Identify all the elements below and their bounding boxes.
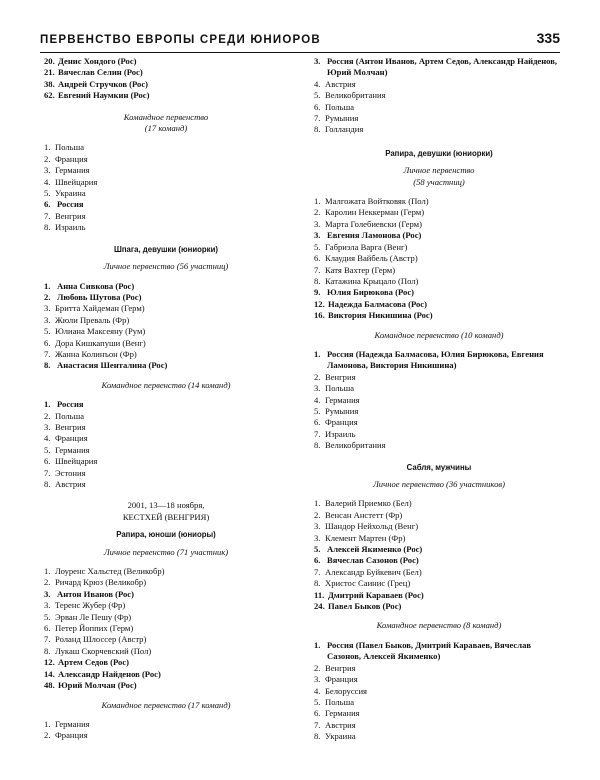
list-item [44,67,288,78]
result-entry: Франция [55,153,88,164]
result-entry: Юрий Молчан (Рос) [58,680,137,691]
place-number: 3. [314,521,321,532]
result-entry: Эстония [55,467,86,478]
result-entry: Швейцария [55,176,98,187]
result-entry: Германия [55,165,90,176]
left-top-results [44,56,288,102]
result-entry: Венсан Анстетт (Фр) [325,509,403,520]
list-item [44,600,288,611]
result-entry: Эрван Ле Пешу (Фр) [55,611,132,622]
result-entry: Германия [325,394,360,405]
place-number: 3. [314,56,321,66]
result-entry: Франция [325,674,358,685]
wfoil-team-heading: Командное первенство (10 команд) [374,329,504,340]
place-number: 5. [44,611,51,622]
list-item [314,310,564,321]
result-entry: Клаудия Вайбель (Австр) [325,253,418,264]
list-item [44,199,288,210]
list-item [44,445,288,456]
list-item [44,669,288,680]
place-number: 6. [314,708,321,719]
team1-heading: Командное первенство [123,111,209,122]
right-top-results [314,56,564,136]
result-entry: Россия [57,399,84,410]
place-number: 62. [44,90,55,101]
place-number: 24. [314,601,325,612]
result-entry: Австрия [325,719,356,730]
list-item [314,521,564,532]
place-number: 3. [314,532,321,543]
list-item [314,731,564,742]
place-number: 2. [44,577,51,588]
place-number: 8. [314,731,321,742]
list-item [314,207,564,218]
list-item [44,292,288,303]
list-item [314,196,564,207]
result-entry: Швейцария [55,456,98,467]
result-entry: Анна Сивкова (Рос) [57,280,135,291]
list-item [314,383,564,394]
list-item [44,634,288,645]
place-number: 3. [314,674,321,685]
place-number: 4. [44,176,51,187]
list-item [44,188,288,199]
result-entry: Александр Найденов (Рос) [58,668,161,679]
place-number: 8. [44,360,51,371]
list-item [314,601,564,612]
epee-team-heading: Командное первенство (14 команд) [101,379,231,390]
wfoil-personal-results [314,196,564,321]
place-number: 8. [44,645,51,656]
place-number: 2. [44,730,51,741]
list-item [314,242,564,253]
result-entry: Германия [55,444,90,455]
place-number: 6. [314,555,321,566]
list-item [314,395,564,406]
list-item [314,544,564,555]
list-item [44,56,288,67]
list-item [44,326,288,337]
result-entry: Польша [55,142,85,153]
list-item [314,276,564,287]
place-number: 14. [44,668,55,679]
list-item [44,142,288,153]
list-item [44,399,288,410]
list-item [44,719,288,730]
result-entry: Жанна Колинъон (Фр) [55,348,137,359]
list-item [314,219,564,230]
place-number: 4. [314,685,321,696]
list-item [44,646,288,657]
result-entry: Теренс Жубер (Фр) [55,600,126,611]
list-item [314,299,564,310]
place-number: 2. [314,662,321,673]
result-entry: Бритта Хайдеман (Герм) [55,303,145,314]
place-number: 8. [314,578,321,589]
result-entry: Франция [55,730,88,741]
list-item [314,510,564,521]
list-item [44,422,288,433]
result-entry: Лоуренс Хальстед (Великобр) [55,566,165,577]
place-number: 1. [314,196,321,207]
place-number: 3. [44,314,51,325]
result-entry: Евгения Ламонова (Рос) [327,230,422,241]
result-entry: Евгений Наумкин (Рос) [58,90,150,101]
foil-team-heading: Командное первенство (17 команд) [101,699,231,710]
result-entry: Венгрия [325,371,356,382]
place-number: 12. [314,298,325,309]
wfoil-personal-heading: Личное первенство [403,165,475,176]
result-entry: Петер Йоппих (Герм) [55,623,134,634]
result-entry: Польша [325,383,355,394]
place-number: 4. [314,78,321,89]
place-number: 2. [44,291,51,302]
result-entry: Венгрия [325,662,356,673]
list-item [314,578,564,589]
place-number: 7. [314,566,321,577]
list-item [44,154,288,165]
list-item [314,113,564,124]
place-number: 2. [44,410,51,421]
list-item [314,567,564,578]
list-item [44,177,288,188]
list-item [44,623,288,634]
result-entry: Венгрия [55,210,86,221]
result-entry: Ричард Крюз (Великобр) [55,577,147,588]
result-entry: Павел Быков (Рос) [328,601,402,612]
list-item [44,730,288,741]
epee-personal-results [44,281,288,372]
foil-men-title: Рапира, юноши (юниоры) [116,530,216,540]
list-item [44,211,288,222]
place-number: 8. [314,124,321,135]
list-item [44,90,288,101]
list-item [314,124,564,135]
list-item [44,411,288,422]
sabre-men-title: Сабля, мужчины [406,462,472,472]
result-entry: Австрия [325,78,356,89]
list-item [44,165,288,176]
result-entry: Лукаш Скорчевский (Пол) [55,645,152,656]
list-item [314,640,564,663]
result-entry: Франция [55,433,88,444]
result-entry: Марта Голебиевски (Герм) [325,218,422,229]
page-number: 335 [536,30,560,46]
place-number: 3. [44,303,51,314]
place-number: 5. [314,90,321,101]
list-item [314,102,564,113]
list-item [314,590,564,601]
result-entry: Юлия Бирюкова (Рос) [327,287,414,298]
list-item [314,663,564,674]
place-number: 7. [44,634,51,645]
place-number: 16. [314,310,325,321]
place-number: 4. [314,394,321,405]
place-number: 1. [314,639,321,650]
place-number: 8. [314,440,321,451]
list-item [314,708,564,719]
place-number: 4. [44,433,51,444]
result-entry: Россия (Надежда Балмасова, Юлия Бирюкова, Евгения Ламонова, Виктория Никишина) [327,348,544,371]
list-item [314,253,564,264]
list-item [314,429,564,440]
page-header [40,30,560,53]
result-entry: Роланд Шлоссер (Австр) [55,634,147,645]
place-number: 5. [314,405,321,416]
foil-women-title: Рапира, девушки (юниорки) [385,148,493,158]
place-number: 8. [314,275,321,286]
place-number: 6. [44,337,51,348]
place-number: 2. [44,153,51,164]
epee-team-results [44,399,288,490]
place-number: 1. [314,498,321,509]
list-item [314,230,564,241]
result-entry: Белоруссия [325,685,367,696]
place-number: 7. [314,264,321,275]
event-place: КЕСТХЕЙ (ВЕНГРИЯ) [122,511,210,522]
result-entry: Великобритания [325,440,386,451]
wfoil-team-results [314,349,564,452]
foil-personal-heading: Личное первенство (71 участник) [103,546,229,557]
place-number: 48. [44,680,55,691]
result-entry: Катажина Крыцало (Пол) [325,275,419,286]
list-item [44,468,288,479]
team1-subheading: (17 команд) [144,123,188,134]
sabre-team-results [314,640,564,743]
list-item [314,56,564,79]
place-number: 3. [314,383,321,394]
list-item [44,612,288,623]
list-item [314,265,564,276]
list-item [44,433,288,444]
event-date: 2001, 13—18 ноября, [127,500,205,511]
list-item [314,674,564,685]
epee-women-title: Шпага, девушки (юниорки) [114,244,218,254]
result-entry: Юлиана Максеяну (Рум) [55,326,146,337]
list-item [44,577,288,588]
sabre-personal-results [314,498,564,612]
place-number: 3. [44,421,51,432]
result-entry: Украина [325,731,356,742]
result-entry: Жюли Преваль (Фр) [55,314,130,325]
list-item [314,533,564,544]
result-entry: Артем Седов (Рос) [58,657,130,668]
result-entry: Дора Кишкапуши (Венг) [55,337,146,348]
left-column [44,56,288,742]
place-number: 38. [44,78,55,89]
list-item [44,281,288,292]
place-number: 7. [314,428,321,439]
place-number: 2. [314,509,321,520]
place-number: 3. [314,230,321,241]
place-number: 1. [44,718,51,729]
list-item [44,360,288,371]
result-entry: Виктория Никишина (Рос) [328,310,433,321]
sabre-team-heading: Командное первенство (8 команд) [376,620,502,631]
foil-team-results [44,719,288,742]
place-number: 6. [314,417,321,428]
place-number: 1. [44,566,51,577]
place-number: 5. [44,188,51,199]
list-item [314,287,564,298]
place-number: 6. [314,253,321,264]
list-item [314,686,564,697]
list-item [314,720,564,731]
place-number: 8. [44,479,51,489]
list-item [314,417,564,428]
place-number: 3. [44,588,51,599]
result-entry: Дмитрий Караваев (Рос) [328,589,424,600]
list-item [314,498,564,509]
list-item [314,555,564,566]
result-entry: Вячеслав Селин (Рос) [58,67,143,78]
result-entry: Шандор Нейхольд (Венг) [325,521,419,532]
list-item [314,697,564,708]
result-entry: Александр Буйкевич (Бел) [325,566,422,577]
epee-personal-heading: Личное первенство (56 участниц) [103,261,229,272]
place-number: 5. [314,544,321,555]
result-entry: Венгрия [55,421,86,432]
list-item [44,79,288,90]
result-entry: Румыния [325,113,359,124]
result-entry: Польша [55,410,85,421]
result-entry: Россия [57,199,84,210]
result-entry: Катя Вахтер (Герм) [325,264,396,275]
place-number: 7. [44,210,51,221]
place-number: 6. [44,456,51,467]
place-number: 1. [44,399,51,410]
list-item [314,440,564,451]
place-number: 6. [314,101,321,112]
place-number: 6. [44,623,51,634]
place-number: 3. [44,165,51,176]
place-number: 2. [314,207,321,218]
result-entry: Христос Саинис (Грец) [325,578,411,589]
result-entry: Франция [325,417,358,428]
foil-personal-results [44,566,288,691]
place-number: 7. [44,467,51,478]
place-number: 12. [44,657,55,668]
list-item [314,79,564,90]
place-number: 5. [44,326,51,337]
result-entry: Голландия [325,124,364,135]
list-item [44,303,288,314]
result-entry: Румыния [325,405,359,416]
sabre-personal-heading: Личное первенство (36 участников) [372,479,505,489]
result-entry: Андрей Стручков (Рос) [58,78,149,89]
place-number: 9. [314,287,321,298]
place-number: 21. [44,67,55,78]
result-entry: Антон Иванов (Рос) [57,588,134,599]
place-number: 3. [314,218,321,229]
list-item [44,657,288,668]
list-item [44,315,288,326]
result-entry: Габриэла Варга (Венг) [325,241,408,252]
list-item [44,349,288,360]
wfoil-personal-subheading: (58 участниц) [413,176,465,187]
list-item [314,372,564,383]
result-entry: Польша [325,101,355,112]
result-entry: Украина [55,188,86,199]
result-entry: Израиль [55,222,86,233]
result-entry: Россия (Павел Быков, Дмитрий Караваев, Вячеслав Сазонов, Алексей Якименко) [327,639,532,662]
place-number: 7. [314,113,321,124]
result-entry: Германия [55,718,90,729]
place-number: 20. [44,56,55,66]
result-entry: Германия [325,708,360,719]
place-number: 3. [44,600,51,611]
place-number: 6. [44,199,51,210]
right-column [314,56,564,743]
place-number: 7. [314,719,321,730]
place-number: 2. [314,371,321,382]
result-entry: Польша [325,696,355,707]
place-number: 5. [44,444,51,455]
running-title: ПЕРВЕНСТВО ЕВРОПЫ СРЕДИ ЮНИОРОВ [40,34,321,46]
result-entry: Великобритания [325,90,386,101]
list-item [314,349,564,372]
place-number: 1. [314,348,321,359]
list-item [44,338,288,349]
result-entry: Каролин Неккерман (Герм) [325,207,425,218]
result-entry: Австрия [55,479,86,489]
list-item [314,406,564,417]
team1-results [44,142,288,233]
result-entry: Вячеслав Сазонов (Рос) [327,555,419,566]
list-item [44,222,288,233]
place-number: 7. [44,348,51,359]
list-item [314,90,564,101]
list-item [44,589,288,600]
list-item [44,456,288,467]
result-entry: Клемент Мартен (Фр) [325,532,406,543]
result-entry: Анастасия Шенталина (Рос) [57,360,168,371]
place-number: 8. [44,222,51,233]
result-entry: Надежда Балмасова (Рос) [328,298,427,309]
result-entry: Любовь Шутова (Рос) [57,291,142,302]
result-entry: Валерий Приемко (Бел) [325,498,412,509]
place-number: 5. [314,696,321,707]
place-number: 11. [314,589,325,600]
place-number: 1. [44,142,51,153]
result-entry: Денис Хондого (Рос) [58,56,137,66]
result-entry: Россия (Антон Иванов, Артем Седов, Александр Найденов, Юрий Молчан) [327,56,558,78]
list-item [44,479,288,490]
place-number: 1. [44,280,51,291]
place-number: 5. [314,241,321,252]
list-item [44,680,288,691]
result-entry: Малгожата Войтковяк (Пол) [325,196,429,207]
result-entry: Алексей Якименко (Рос) [327,544,423,555]
list-item [44,566,288,577]
result-entry: Израиль [325,428,356,439]
